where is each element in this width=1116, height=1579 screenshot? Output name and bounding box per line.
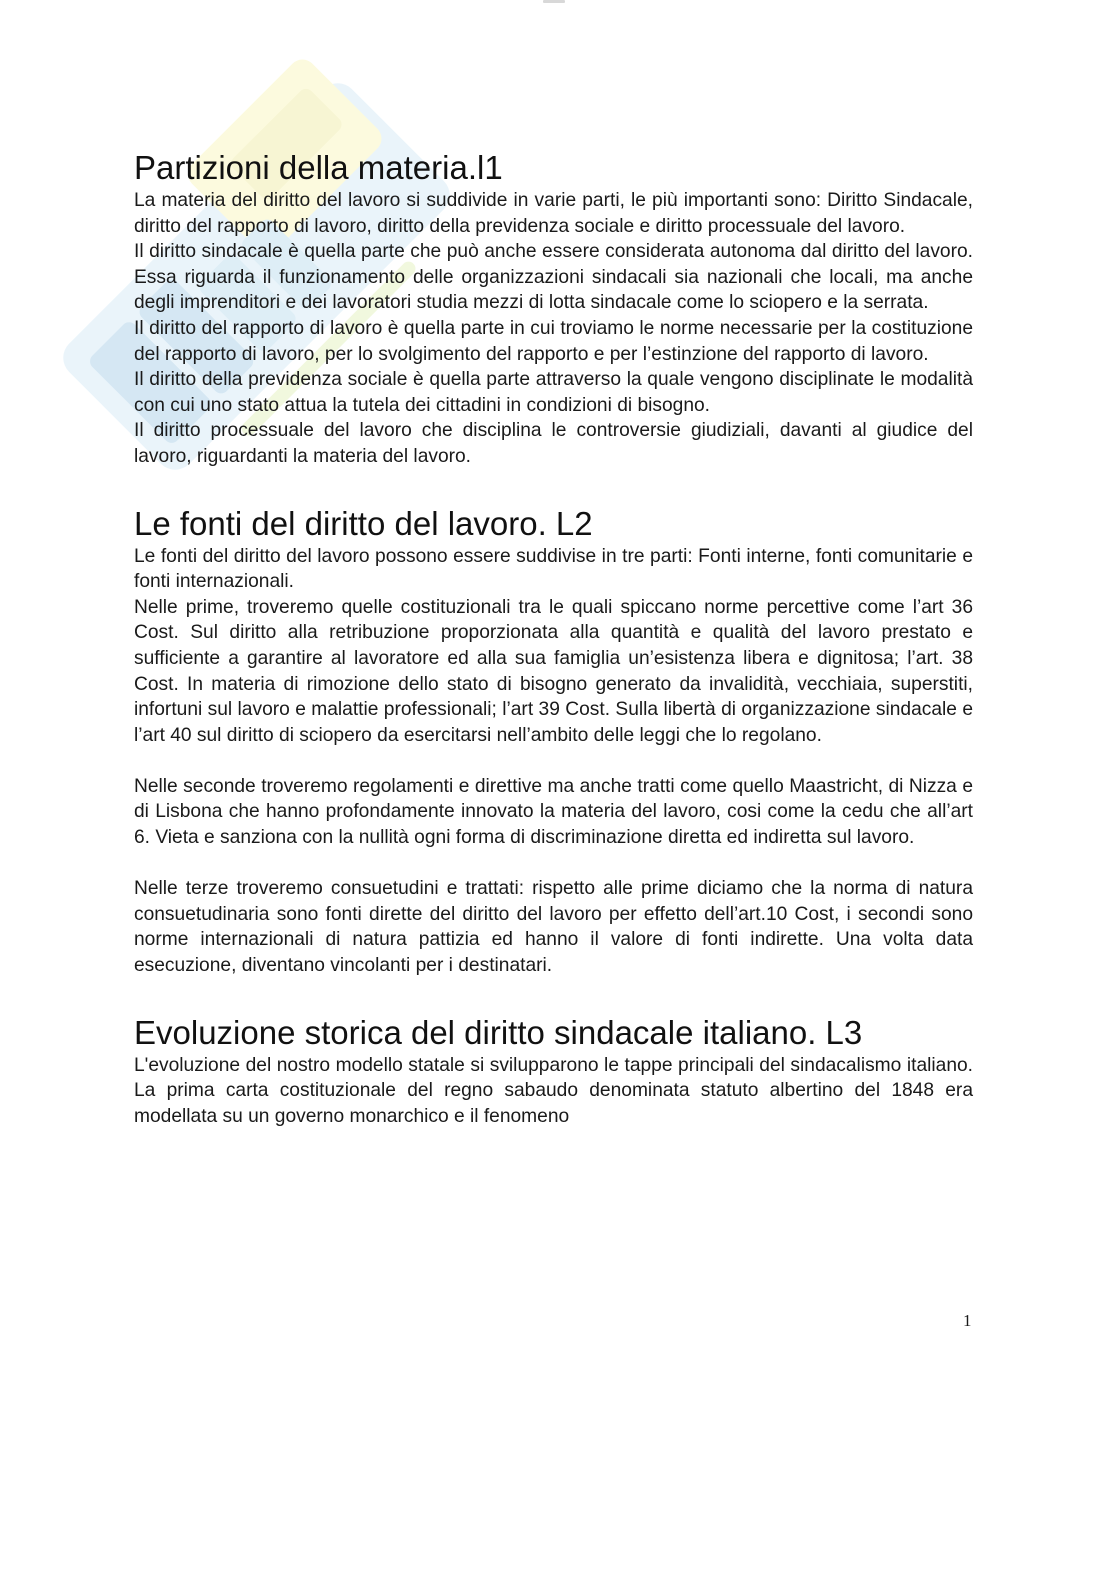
paragraph: La materia del diritto del lavoro si suddivide in varie parti, le più importanti sono: Diritto Sindacale, diritto del rapporto di lavoro, diritto della previdenza sociale e diritto processuale del lavoro. <box>134 190 973 237</box>
paragraph: Il diritto della previdenza sociale è quella parte attraverso la quale vengono disciplinate le modalità con cui uno stato attua la tutela dei cittadini in condizioni di bisogno. <box>134 369 973 416</box>
section-fonti <box>134 504 973 979</box>
section-partizioni <box>134 148 973 470</box>
paragraph: L'evoluzione del nostro modello statale si svilupparono le tappe principali del sindacalismo italiano. La prima carta costituzionale del regno sabaudo denominata statuto albertino del 1848 era modellata su un governo monarchico e il fenomeno <box>134 1054 973 1127</box>
header-mark <box>543 0 565 3</box>
paragraph: Il diritto sindacale è quella parte che può anche essere considerata autonoma dal diritto del lavoro. Essa riguarda il funzionamento delle organizzazioni sindacali sia nazionali che locali, ma anche degli imprenditori e dei lavoratori studia mezzi di lotta sindacale come lo sciopero e la serrata. <box>134 241 973 314</box>
paragraph: Il diritto processuale del lavoro che disciplina le controversie giudiziali, davanti al giudice del lavoro, riguardanti la materia del lavoro. <box>134 420 973 467</box>
paragraph: Le fonti del diritto del lavoro possono essere suddivise in tre parti: Fonti interne, fonti comunitarie e fonti internazionali. <box>134 545 973 593</box>
section-title: Evoluzione storica del diritto sindacale italiano. L3 <box>134 1013 863 1051</box>
paragraph: Nelle terze troveremo consuetudini e trattati: rispetto alle prime diciamo che la norma di natura consuetudinaria sono fonti dirette del diritto del lavoro per effetto dell’art.10 Cost, i secondi sono norme internazionali di natura pattizia ed hanno il valore di fonti indirette. Una volta data esecuzione, diventano vincolanti per i destinatari. <box>134 878 973 977</box>
section-title: Le fonti del diritto del lavoro. L2 <box>134 504 593 542</box>
paragraph: Nelle prime, troveremo quelle costituzionali tra le quali spiccano norme percettive come l’art 36 Cost. Sul diritto alla retribuzione proporzionata alla quantità e qualità del lavoro prestato e sufficiente a garantire al lavoratore ed alla sua famiglia un’esistenza libera e dignitosa; l’art. 38 Cost. In materia di rimozione dello stato di bisogno generato da invalidità, vecchiaia, superstiti, infortuni sul lavoro e malattie professionali; l’art 39 Cost. Sulla libertà di organizzazione sindacale e l’art 40 sul diritto di sciopero da esercitarsi nell’ambito delle leggi che lo regolano. <box>134 596 973 746</box>
section-evoluzione <box>134 1013 973 1130</box>
section-title: Partizioni della materia.l1 <box>134 149 503 186</box>
paragraph: Nelle seconde troveremo regolamenti e direttive ma anche tratti come quello Maastricht, di Nizza e di Lisbona che hanno profondamente innovato la materia del lavoro, cosi come la cedu che all’art 6. Vieta e sanziona con la nullità ogni forma di discriminazione diretta ed indiretta sul lavoro. <box>134 775 973 849</box>
paragraph: Il diritto del rapporto di lavoro è quella parte in cui troviamo le norme necessarie per la costituzione del rapporto di lavoro, per lo svolgimento del rapporto e per l’estinzione del rapporto di lavoro. <box>134 317 973 365</box>
page-number: 1 <box>963 1311 972 1330</box>
document-body <box>134 148 973 1129</box>
